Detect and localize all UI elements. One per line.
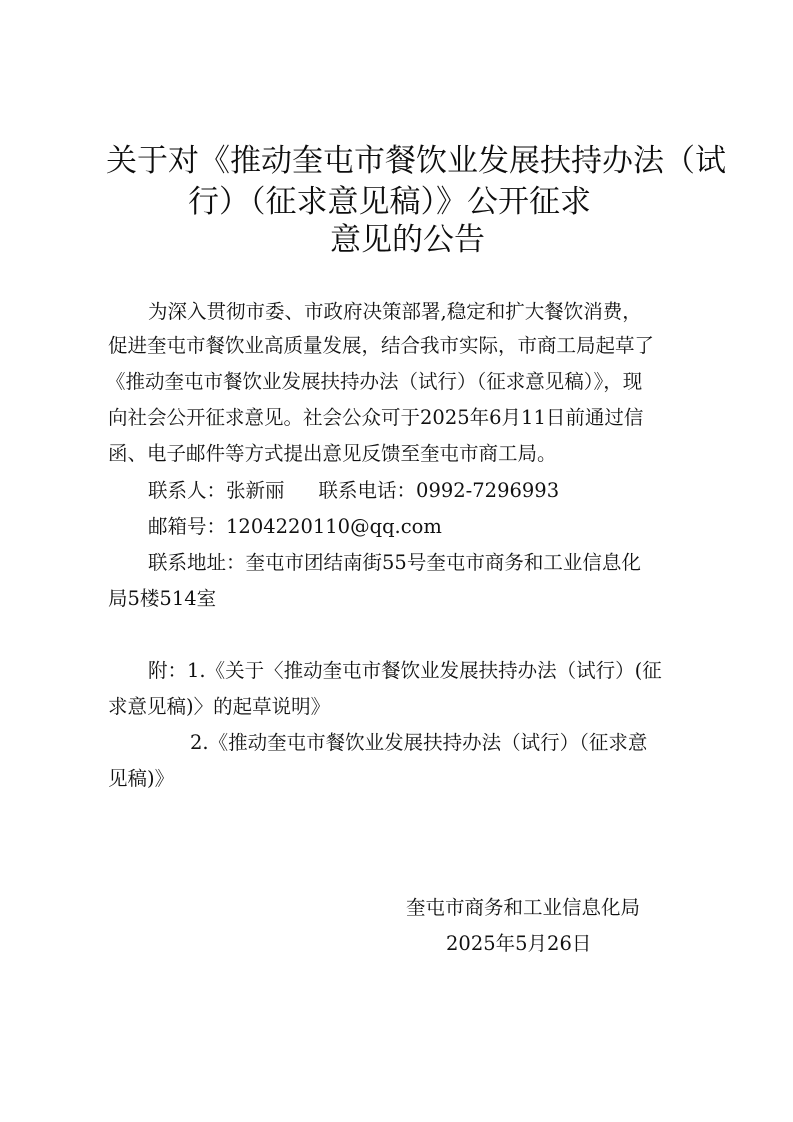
contact-address-line-2: 局5楼514室 xyxy=(108,587,217,610)
contact-email-row xyxy=(148,515,442,539)
attachments-label: 附： xyxy=(148,659,188,682)
attachment-item-2-line-2: 见稿)》 xyxy=(108,767,175,790)
contact-phone-label: 联系电话： xyxy=(318,479,417,502)
contact-email: 1204220110@qq.com xyxy=(226,515,442,538)
contact-person-row xyxy=(148,479,559,503)
signature-date: 2025年5月26日 xyxy=(446,932,592,955)
document-title-line-3: 意见的公告 xyxy=(330,222,485,258)
contact-email-label: 邮箱号： xyxy=(148,515,227,538)
attachment-item-1-line-1: 1.《关于〈推动奎屯市餐饮业发展扶持办法（试行）(征 xyxy=(187,659,662,682)
body-paragraph-line-5: 函、电子邮件等方式提出意见反馈至奎屯市商工局。 xyxy=(108,442,557,465)
contact-address-row xyxy=(148,551,641,575)
contact-person-name: 张新丽 xyxy=(226,479,285,502)
attachment-item-2-line-1: 2.《推动奎屯市餐饮业发展扶持办法（试行）（征求意 xyxy=(190,731,648,754)
body-paragraph-line-4: 向社会公开征求意见。社会公众可于2025年6月11日前通过信 xyxy=(108,406,644,429)
body-paragraph-line-2: 促进奎屯市餐饮业高质量发展，结合我市实际，市商工局起草了 xyxy=(108,334,655,357)
signature-organization: 奎屯市商务和工业信息化局 xyxy=(406,896,641,919)
contact-person-label: 联系人： xyxy=(148,479,227,502)
document-title-line-1: 关于对《推动奎屯市餐饮业发展扶持办法（试 xyxy=(106,143,726,179)
attachment-item-1-line-2: 求意见稿)〉的起草说明》 xyxy=(108,695,331,718)
body-paragraph-line-1: 为深入贯彻市委、市政府决策部署,稳定和扩大餐饮消费， xyxy=(148,300,642,323)
contact-address-label: 联系地址： xyxy=(148,551,246,574)
body-paragraph-line-3: 《推动奎屯市餐饮业发展扶持办法（试行）（征求意见稿）》，现 xyxy=(106,370,643,393)
contact-phone: 0992-7296993 xyxy=(416,479,560,502)
contact-address-line-1: 奎屯市团结南街55号奎屯市商务和工业信息化 xyxy=(245,551,641,574)
document-title-line-2: 行）（征求意见稿）》公开征求 xyxy=(188,184,591,220)
attachment-item-1-row xyxy=(148,659,662,683)
